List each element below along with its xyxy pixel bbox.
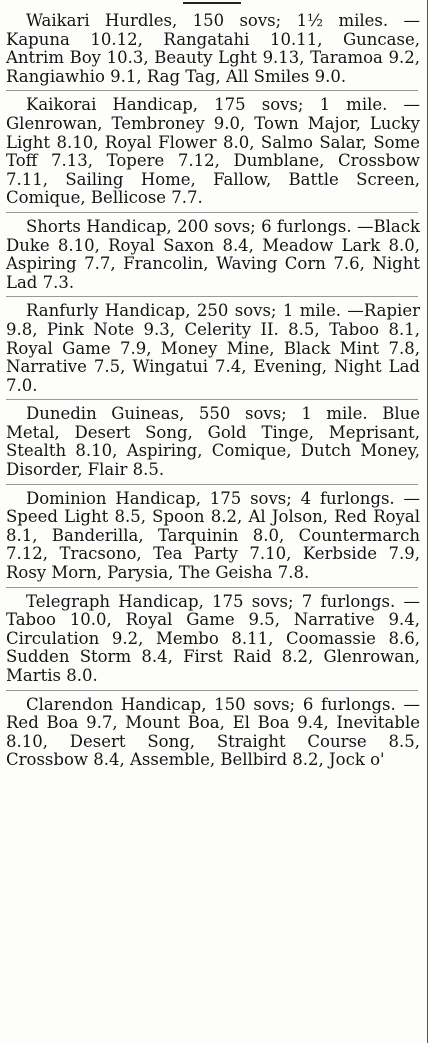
race-entry <box>6 12 420 86</box>
race-title: Shorts Handicap, 200 sovs; 6 furlongs. <box>26 216 352 236</box>
race-entry <box>6 696 420 770</box>
race-horses: —Black Duke 8.10, Royal Saxon 8.4, Meadow Lark 8.0, Aspiring 7.7, Francolin, Waving Corn 7.6, Night Lad 7.3. <box>6 216 420 292</box>
race-horses: Blue Metal, Desert Song, Gold Tinge, Meprisant, Stealth 8.10, Aspiring, Comique, Dutch Money, Disorder, Flair 8.5. <box>6 404 420 480</box>
race-title: Dunedin Guineas, 550 sovs; 1 mile. <box>26 404 368 424</box>
entry-divider <box>6 690 418 691</box>
race-horses: —Glenrowan, Tembroney 9.0, Town Major, Lucky Light 8.10, Royal Flower 8.0, Salmo Salar, Some Toff 7.13, Topere 7.12, Dumblane, Crossbow 7.11, Sailing Home, Fallow, Battle Screen, Comique, Bellicose 7.7. <box>6 95 420 208</box>
race-horses: —Red Boa 9.7, Mount Boa, El Boa 9.4, Inevitable 8.10, Desert Song, Straight Course 8.5, Crossbow 8.4, Assemble, Bellbird 8.2, Jock o' <box>6 694 420 770</box>
race-entry <box>6 96 420 208</box>
race-title: Telegraph Handicap, 175 sovs; 7 furlongs. <box>26 591 396 611</box>
entry-divider <box>6 399 418 400</box>
entry-divider <box>6 90 418 91</box>
column-rule <box>427 0 428 1043</box>
entry-divider <box>6 212 418 213</box>
entry-divider <box>6 296 418 297</box>
race-entry <box>6 593 420 686</box>
race-entry <box>6 490 420 583</box>
race-nominations-column <box>6 12 420 770</box>
race-title: Clarendon Handicap, 150 sovs; 6 furlongs. <box>26 694 396 714</box>
race-horses: —Taboo 10.0, Royal Game 9.5, Narrative 9.4, Circulation 9.2, Membo 8.11, Coomassie 8.6, Sudden Storm 8.4, First Raid 8.2, Glenrowan, Martis 8.0. <box>6 591 420 685</box>
race-title: Waikari Hurdles, 150 sovs; 1½ miles. <box>26 11 389 30</box>
race-horses: —Kapuna 10.12, Rangatahi 10.11, Guncase, Antrim Boy 10.3, Beauty Lght 9.13, Taramoa 9.2, Rangiawhio 9.1, Rag Tag, All Smiles 9.0. <box>6 11 420 86</box>
top-rule <box>183 2 241 4</box>
race-horses: —Rapier 9.8, Pink Note 9.3, Celerity II. 8.5, Taboo 8.1, Royal Game 7.9, Money Mine, Black Mint 7.8, Narrative 7.5, Wingatui 7.4, Evening, Night Lad 7.0. <box>6 301 420 395</box>
race-title: Ranfurly Handicap, 250 sovs; 1 mile. <box>26 301 341 321</box>
race-title: Kaikorai Handicap, 175 sovs; 1 mile. <box>26 95 388 115</box>
entry-divider <box>6 587 418 588</box>
race-entry <box>6 302 420 395</box>
race-entry <box>6 405 420 479</box>
race-horses: —Speed Light 8.5, Spoon 8.2, Al Jolson, Red Royal 8.1, Banderilla, Tarquinin 8.0, Countermarch 7.12, Tracsono, Tea Party 7.10, Kerbside 7.9, Rosy Morn, Parysia, The Geisha 7.8. <box>6 488 421 583</box>
race-entry <box>6 218 420 292</box>
entry-divider <box>6 484 418 485</box>
race-title: Dominion Handicap, 175 sovs; 4 furlongs. <box>26 488 395 508</box>
